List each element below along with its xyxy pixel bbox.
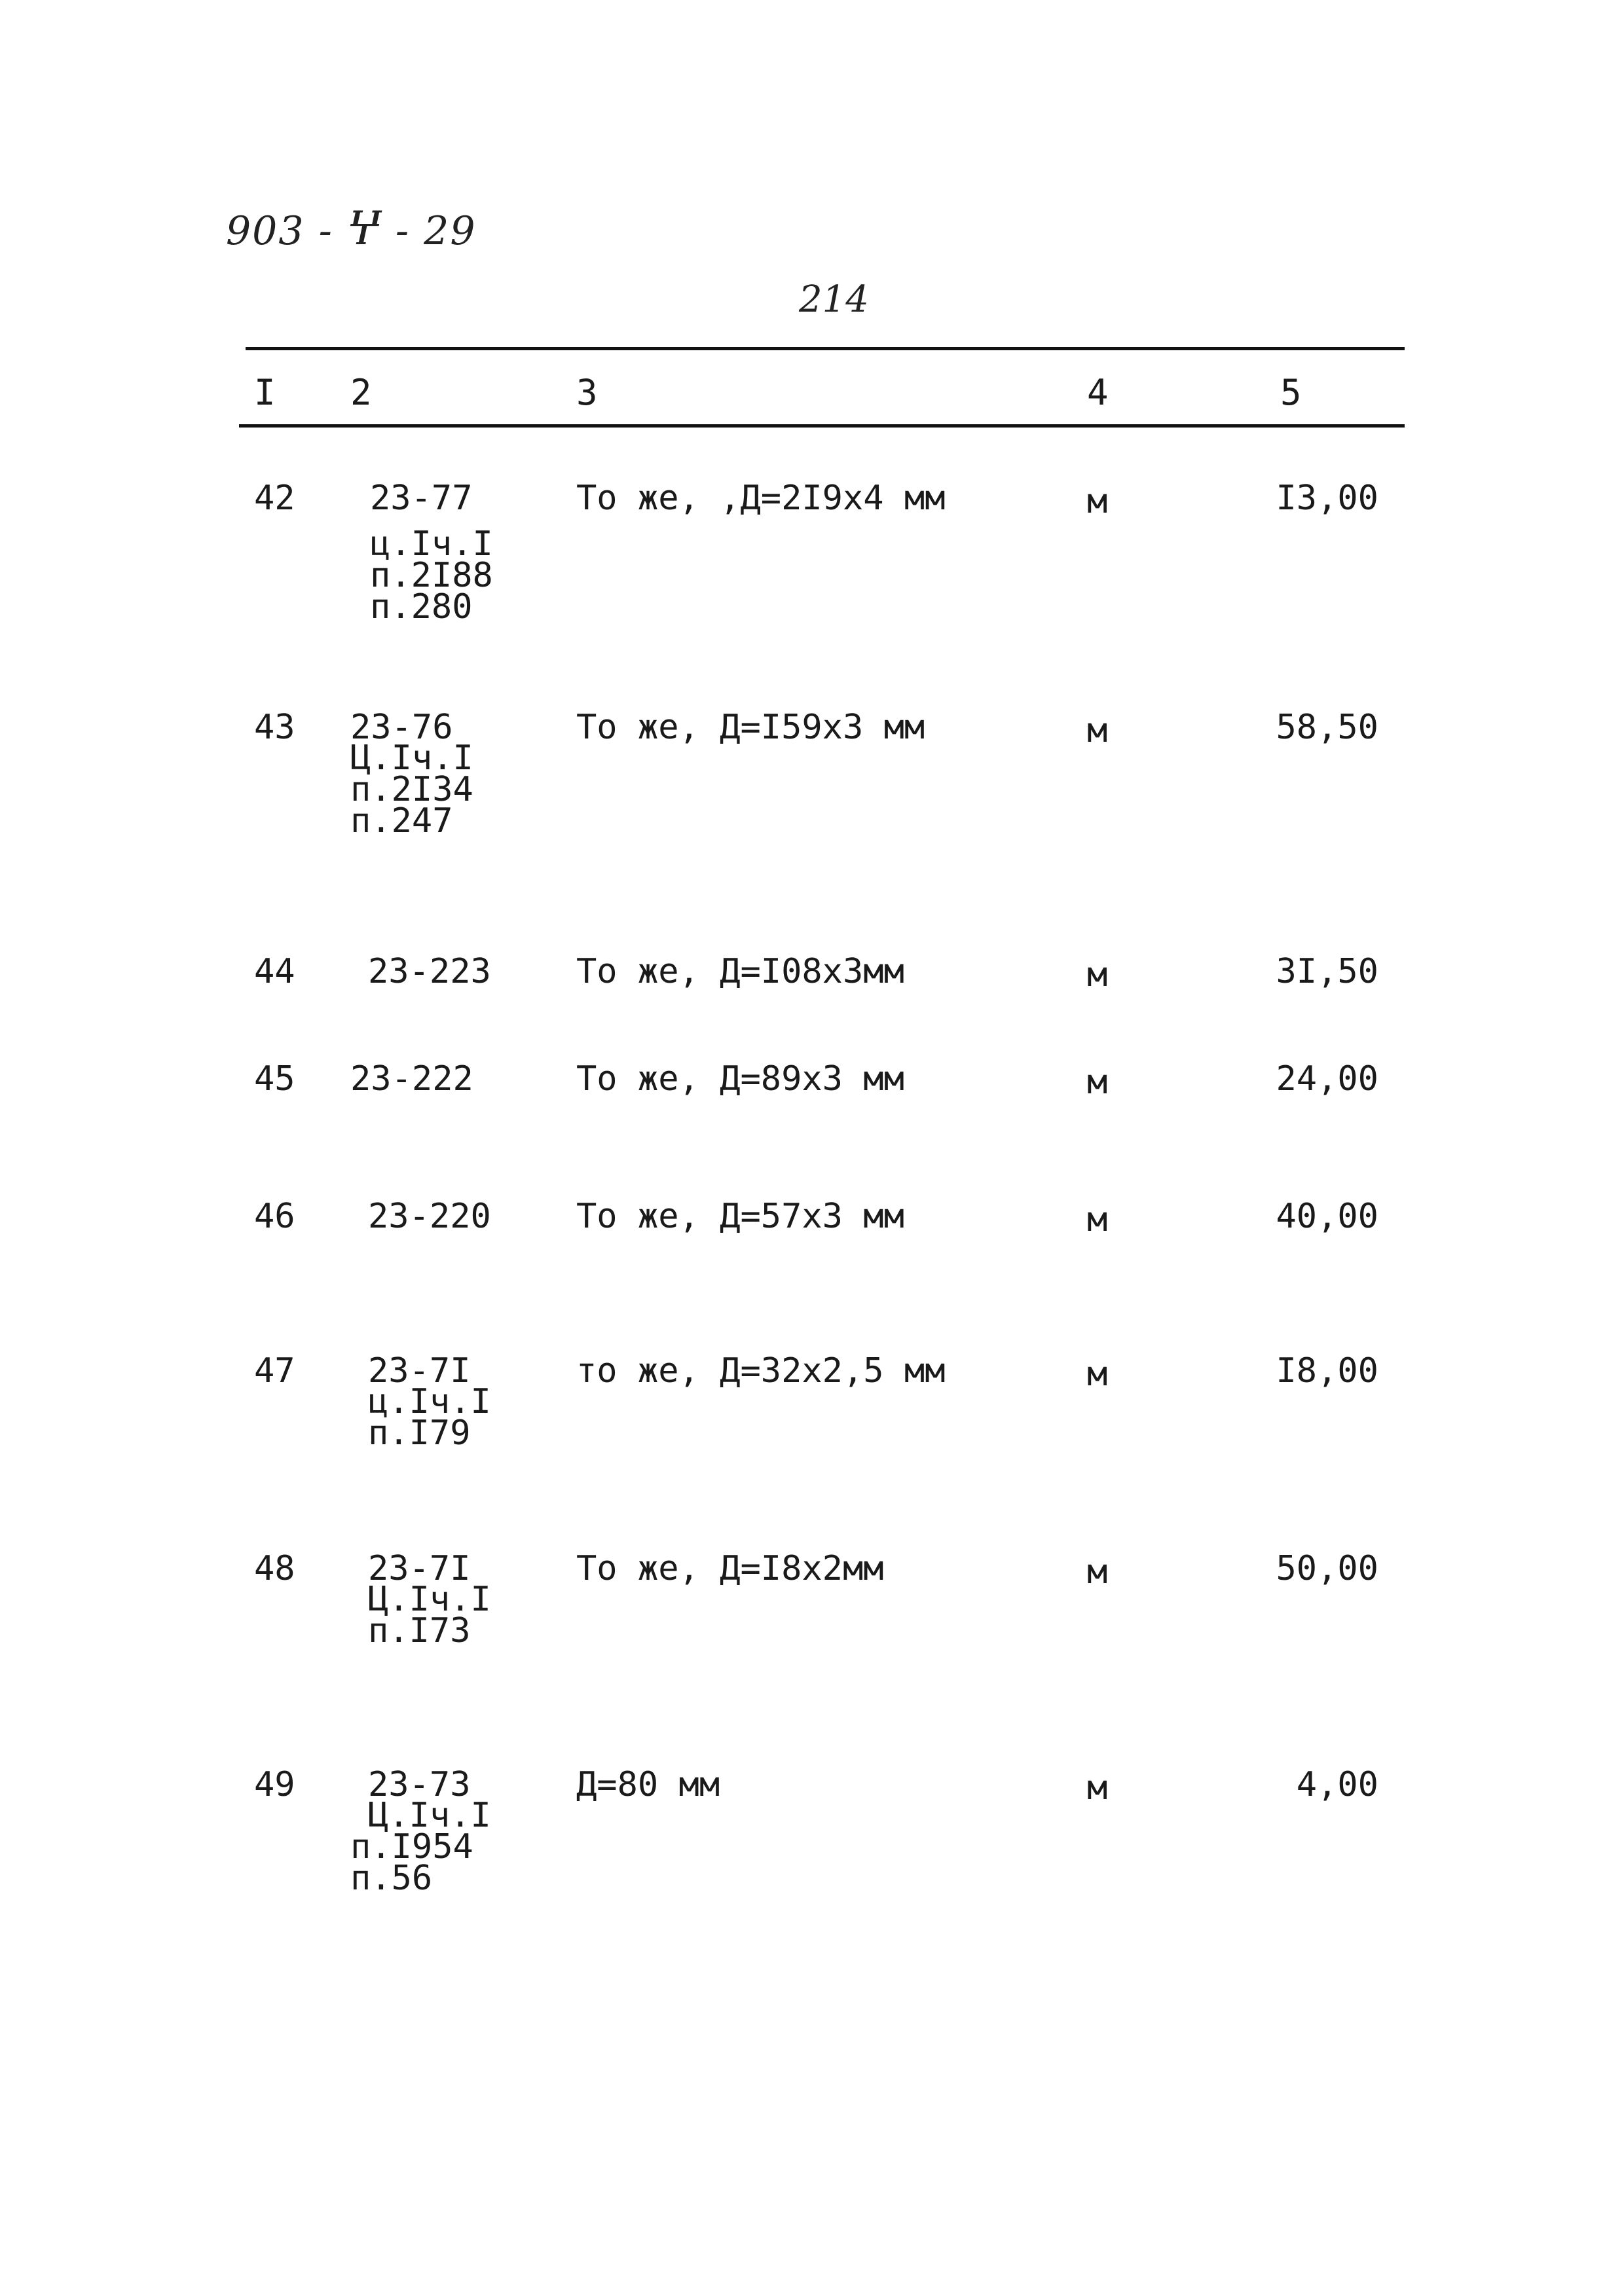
row-code: 23-7I bbox=[368, 1549, 471, 1588]
row-unit: м bbox=[1087, 1200, 1108, 1239]
table-top-rule bbox=[246, 347, 1405, 350]
column-header-1: I bbox=[254, 372, 276, 413]
row-ref: Ц.Iч.I bbox=[368, 1580, 491, 1619]
row-ref: ц.Iч.I bbox=[370, 524, 493, 564]
row-description: То же, Д=I59х3 мм bbox=[576, 708, 925, 747]
row-code: 23-223 bbox=[368, 952, 491, 991]
column-header-4: 4 bbox=[1087, 372, 1109, 413]
handwritten-document-code: 903 - Ⴤ - 29 bbox=[226, 208, 477, 254]
row-description: Д=80 мм bbox=[576, 1765, 720, 1804]
row-description: То же, Д=89х3 мм bbox=[576, 1059, 904, 1099]
row-number: 45 bbox=[254, 1059, 295, 1099]
row-code: 23-7I bbox=[368, 1351, 471, 1391]
row-number: 48 bbox=[254, 1549, 295, 1588]
row-unit: м bbox=[1087, 1552, 1108, 1592]
row-quantity: 50,00 bbox=[1276, 1549, 1378, 1588]
row-ref: п.I73 bbox=[368, 1611, 471, 1650]
handwritten-page-number: 214 bbox=[799, 278, 869, 321]
row-ref: п.I954 bbox=[350, 1827, 473, 1867]
column-header-2: 2 bbox=[350, 372, 372, 413]
row-number: 49 bbox=[254, 1765, 295, 1804]
row-description: То же, Д=57х3 мм bbox=[576, 1197, 904, 1236]
row-description: То же, Д=I8х2мм bbox=[576, 1549, 884, 1588]
row-number: 43 bbox=[254, 708, 295, 747]
row-ref: п.280 bbox=[370, 587, 473, 627]
column-header-3: 3 bbox=[576, 372, 598, 413]
row-quantity: 40,00 bbox=[1276, 1197, 1378, 1236]
row-code: 23-76 bbox=[350, 708, 453, 747]
row-quantity: I3,00 bbox=[1276, 479, 1378, 518]
column-header-5: 5 bbox=[1280, 372, 1302, 413]
row-code: 23-222 bbox=[350, 1059, 473, 1099]
row-ref: п.I79 bbox=[368, 1413, 471, 1453]
row-description: То же, Д=I08х3мм bbox=[576, 952, 904, 991]
row-ref: Ц.Iч.I bbox=[368, 1796, 491, 1835]
row-unit: м bbox=[1087, 1063, 1108, 1102]
row-description: то же, Д=32х2,5 мм bbox=[576, 1351, 946, 1391]
row-number: 42 bbox=[254, 479, 295, 518]
row-quantity: I8,00 bbox=[1276, 1351, 1378, 1391]
row-ref: ц.Iч.I bbox=[368, 1382, 491, 1421]
row-quantity: 3I,50 bbox=[1276, 952, 1378, 991]
row-code: 23-77 bbox=[370, 479, 473, 518]
row-number: 46 bbox=[254, 1197, 295, 1236]
row-ref: п.2I88 bbox=[370, 556, 493, 595]
row-code: 23-220 bbox=[368, 1197, 491, 1236]
row-unit: м bbox=[1087, 711, 1108, 750]
row-unit: м bbox=[1087, 1355, 1108, 1394]
row-unit: м bbox=[1087, 482, 1108, 521]
row-number: 44 bbox=[254, 952, 295, 991]
row-ref: п.247 bbox=[350, 801, 453, 841]
row-quantity: 58,50 bbox=[1276, 708, 1378, 747]
row-ref: п.2I34 bbox=[350, 770, 473, 809]
row-ref: п.56 bbox=[350, 1859, 433, 1898]
row-description: То же, ,Д=2I9х4 мм bbox=[576, 479, 946, 518]
row-number: 47 bbox=[254, 1351, 295, 1391]
row-quantity: 24,00 bbox=[1276, 1059, 1378, 1099]
table-header-rule bbox=[239, 424, 1405, 428]
row-unit: м bbox=[1087, 1768, 1108, 1808]
row-unit: м bbox=[1087, 955, 1108, 994]
row-ref: Ц.Iч.I bbox=[350, 738, 473, 778]
row-code: 23-73 bbox=[368, 1765, 471, 1804]
row-quantity: 4,00 bbox=[1296, 1765, 1378, 1804]
